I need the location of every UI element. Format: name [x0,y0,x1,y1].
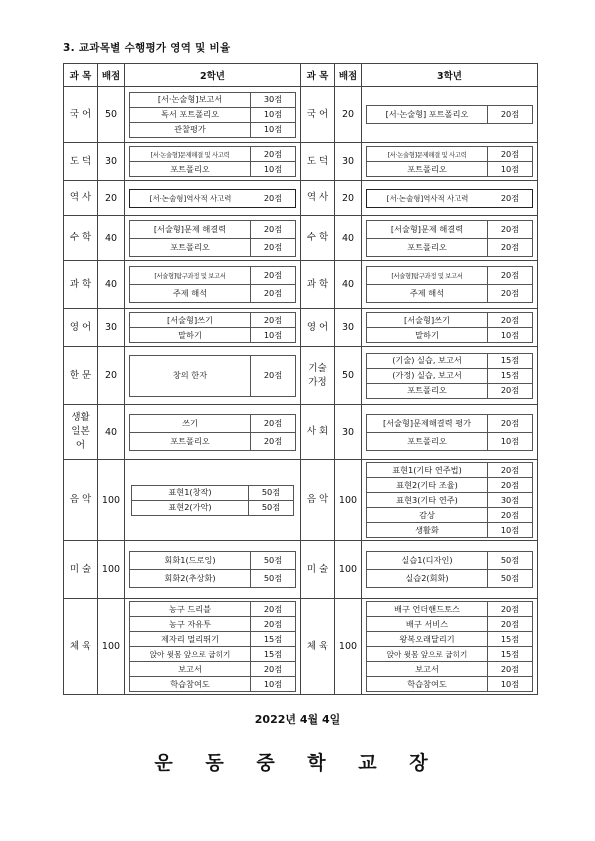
item-score: 20점 [488,478,533,493]
item-name: (기술) 실습, 보고서 [367,353,488,368]
item-score: 20점 [251,238,296,256]
item-name: 표현1(기타 연주법) [367,463,488,478]
item-score: 50점 [251,552,296,570]
item-name: 농구 자유투 [130,617,251,632]
points-cell: 100 [335,541,362,599]
item-score: 20점 [251,617,296,632]
table-header-row [64,64,538,87]
items-cell [125,309,301,347]
subject-cell: 국 어 [301,87,335,143]
points-cell: 30 [98,309,125,347]
subject-line: 기술 [308,362,327,374]
item-score: 20점 [488,463,533,478]
item-name: 학습참여도 [130,677,251,692]
header-subject-g2: 과 목 [64,64,98,87]
subject-cell: 미 술 [64,541,98,599]
item-score: 20점 [488,508,533,523]
item-score: 15점 [251,647,296,662]
subject-cell: 체 육 [64,599,98,695]
item-name: [서술형]쓰기 [367,313,488,328]
subject-cell: 체 육 [301,599,335,695]
item-name: [서술형]탐구과정 및 보고서 [367,267,488,285]
subject-cell: 사 회 [301,405,335,460]
item-name: 표현1(창작) [132,485,249,500]
item-name: 관찰평가 [130,122,251,137]
item-name: [서술형]문제 해결력 [130,220,251,238]
points-cell: 30 [335,405,362,460]
item-name: 생활화 [367,523,488,538]
item-name: [서술형]쓰기 [130,313,251,328]
items-cell [125,143,301,181]
item-score: 20점 [251,432,296,450]
item-name: 포트폴리오 [130,238,251,256]
item-score: 20점 [251,220,296,238]
item-name: 주제 해석 [367,285,488,303]
points-cell: 100 [335,599,362,695]
items-cell [125,460,301,541]
item-score: 20점 [251,414,296,432]
table-row [64,460,538,541]
header-points-g2: 배점 [98,64,125,87]
items-table [129,414,296,451]
items-table [366,353,533,399]
item-name: 포트폴리오 [130,162,251,177]
item-name: 포트폴리오 [130,432,251,450]
item-name: 포트폴리오 [367,383,488,398]
table-row [64,181,538,216]
item-score: 15점 [488,368,533,383]
item-name: 실습1(디자인) [367,552,488,570]
subject-cell: 국 어 [64,87,98,143]
items-cell [362,143,538,181]
points-cell: 100 [98,460,125,541]
table-row [64,216,538,261]
item-score: 20점 [488,285,533,303]
subject-cell: 수 학 [64,216,98,261]
item-score: 10점 [488,677,533,692]
points-cell: 20 [98,181,125,216]
subject-cell: 음 악 [64,460,98,541]
items-table [131,485,294,516]
subject-cell: 음 악 [301,460,335,541]
item-score: 10점 [251,107,296,122]
items-cell [125,216,301,261]
table-row [64,347,538,405]
item-score: 50점 [249,485,294,500]
item-score: 15점 [488,632,533,647]
item-score: 20점 [488,106,533,124]
table-row [64,143,538,181]
item-name: 표현2(기타 조율) [367,478,488,493]
item-score: 10점 [488,328,533,343]
items-cell [362,347,538,405]
subject-cell: 도 덕 [301,143,335,181]
item-score: 20점 [500,192,520,203]
items-cell [362,216,538,261]
item-score: 20점 [251,602,296,617]
items-table [366,105,533,124]
item-score: 50점 [249,500,294,515]
points-cell: 100 [98,599,125,695]
item-score: 20점 [488,414,533,432]
points-cell: 40 [335,261,362,309]
assessment-table [63,63,538,695]
subject-line: 가정 [308,376,327,388]
items-cell [362,405,538,460]
table-row [64,599,538,695]
items-table [129,92,296,138]
subject-cell: 도 덕 [64,143,98,181]
item-name: [서·논술형]보고서 [130,92,251,107]
item-score: 10점 [251,328,296,343]
item-score: 15점 [251,632,296,647]
item-score: 20점 [488,602,533,617]
points-cell: 40 [335,216,362,261]
items-cell [125,87,301,143]
points-cell: 20 [335,181,362,216]
points-cell: 50 [98,87,125,143]
subject-cell: 한 문 [64,347,98,405]
items-table [366,601,533,692]
item-name: (가정) 실습, 보고서 [367,368,488,383]
points-cell: 50 [335,347,362,405]
item-name: 말하기 [130,328,251,343]
header-grade2: 2학년 [125,64,301,87]
item-name: 포트폴리오 [367,162,488,177]
points-cell: 40 [98,405,125,460]
header-points-g3: 배점 [335,64,362,87]
item-score: 20점 [488,147,533,162]
points-cell: 30 [335,309,362,347]
item-name: 농구 드리블 [130,602,251,617]
items-table [366,312,533,343]
item-name: 포트폴리오 [367,432,488,450]
items-table [129,551,296,588]
item-name: 배구 서비스 [367,617,488,632]
section-title: 3. 교과목별 수행평가 영역 및 비율 [63,42,231,54]
table-row [64,87,538,143]
item-score: 20점 [488,220,533,238]
item-name: 쓰기 [130,414,251,432]
item-name: [서·논술형]역사적 사고력 [149,193,232,203]
subject-cell: 영 어 [301,309,335,347]
item-score: 20점 [488,267,533,285]
item-name: 회화2(추상화) [130,570,251,588]
points-cell: 30 [98,143,125,181]
subject-cell: 과 학 [301,261,335,309]
subject-cell: 역 사 [301,181,335,216]
item-score: 10점 [488,162,533,177]
item-score: 20점 [251,662,296,677]
item-score: 20점 [251,313,296,328]
item-score: 30점 [488,493,533,508]
item-score: 10점 [488,432,533,450]
item-name: 표현3(기타 연주) [367,493,488,508]
items-cell [362,599,538,695]
items-table [129,146,296,177]
item-score: 10점 [251,122,296,137]
item-score: 20점 [488,313,533,328]
subject-line: 생활 [71,412,90,424]
items-table [129,355,296,397]
item-name: 감상 [367,508,488,523]
item-score: 20점 [251,147,296,162]
item-name: 말하기 [367,328,488,343]
document-date: 2022년 4월 4일 [254,713,341,726]
items-cell [125,599,301,695]
items-cell [125,181,301,216]
item-score: 30점 [251,92,296,107]
items-table [366,551,533,588]
item-name: 포트폴리오 [367,238,488,256]
items-table [129,220,296,257]
items-table [129,266,296,303]
items-table [366,146,533,177]
item-name: 회화1(드로잉) [130,552,251,570]
items-table [129,312,296,343]
item-score: 50점 [488,570,533,588]
points-cell: 20 [98,347,125,405]
item-score: 20점 [488,238,533,256]
items-cell [362,309,538,347]
item-name: [서·논술형]문제해결 및 사고력 [367,147,488,162]
points-cell: 40 [98,261,125,309]
points-cell: 20 [335,87,362,143]
item-name: 주제 해석 [130,285,251,303]
items-table [366,462,533,538]
points-cell: 30 [335,143,362,181]
item-score: 10점 [251,677,296,692]
points-cell: 100 [335,460,362,541]
item-score: 10점 [251,162,296,177]
items-cell [362,87,538,143]
table-row [64,309,538,347]
items-cell [362,181,538,216]
items-cell [125,347,301,405]
items-table [129,189,296,208]
items-cell [125,261,301,309]
items-table [129,601,296,692]
items-table [366,414,533,451]
items-cell [362,261,538,309]
items-cell [362,541,538,599]
subject-line: 어 [75,439,86,451]
items-table [366,189,533,208]
item-score: 20점 [488,383,533,398]
items-table [366,220,533,257]
item-name: 실습2(회화) [367,570,488,588]
subject-cell: 과 학 [64,261,98,309]
points-cell: 40 [98,216,125,261]
item-name: 보고서 [130,662,251,677]
item-score: 20점 [251,355,296,396]
item-score: 10점 [488,523,533,538]
item-score: 20점 [251,267,296,285]
table-row [64,261,538,309]
item-name: 학습참여도 [367,677,488,692]
points-cell: 100 [98,541,125,599]
subject-cell [301,347,335,405]
item-name: 앉아 윗몸 앞으로 굽히기 [130,647,251,662]
item-name: [서·논술형]역사적 사고력 [386,193,469,203]
subject-cell [64,405,98,460]
item-name: 표현2(가악) [132,500,249,515]
item-name: [서술형]탐구과정 및 보고서 [130,267,251,285]
item-score: 20점 [263,192,283,203]
items-cell [125,405,301,460]
subject-cell: 수 학 [301,216,335,261]
item-score: 50점 [251,570,296,588]
item-name: [서·논술형]문제해결 및 사고력 [130,147,251,162]
table-row [64,405,538,460]
item-name: 독서 포트폴리오 [130,107,251,122]
item-name: 배구 언더핸드토스 [367,602,488,617]
item-name: 왕복오래달리기 [367,632,488,647]
item-name: [서술형]문제 해결력 [367,220,488,238]
subject-cell: 영 어 [64,309,98,347]
principal-signature: 운 동 중 학 교 장 [154,752,441,774]
items-cell [125,541,301,599]
table-row [64,541,538,599]
subject-cell: 역 사 [64,181,98,216]
item-name: 앉아 윗몸 앞으로 굽히기 [367,647,488,662]
item-name: 창의 한자 [130,355,251,396]
header-grade3: 3학년 [362,64,538,87]
item-name: 보고서 [367,662,488,677]
item-score: 20점 [488,662,533,677]
items-table [366,266,533,303]
item-score: 20점 [488,617,533,632]
items-cell [362,460,538,541]
item-name: 제자리 멀리뛰기 [130,632,251,647]
item-score: 20점 [251,285,296,303]
item-name: [서·논술형] 포트폴리오 [367,106,488,124]
item-name: [서술형]문제해결력 평가 [367,414,488,432]
item-score: 15점 [488,647,533,662]
item-score: 50점 [488,552,533,570]
item-score: 15점 [488,353,533,368]
subject-cell: 미 술 [301,541,335,599]
subject-line: 일본 [71,426,90,438]
header-subject-g3: 과 목 [301,64,335,87]
